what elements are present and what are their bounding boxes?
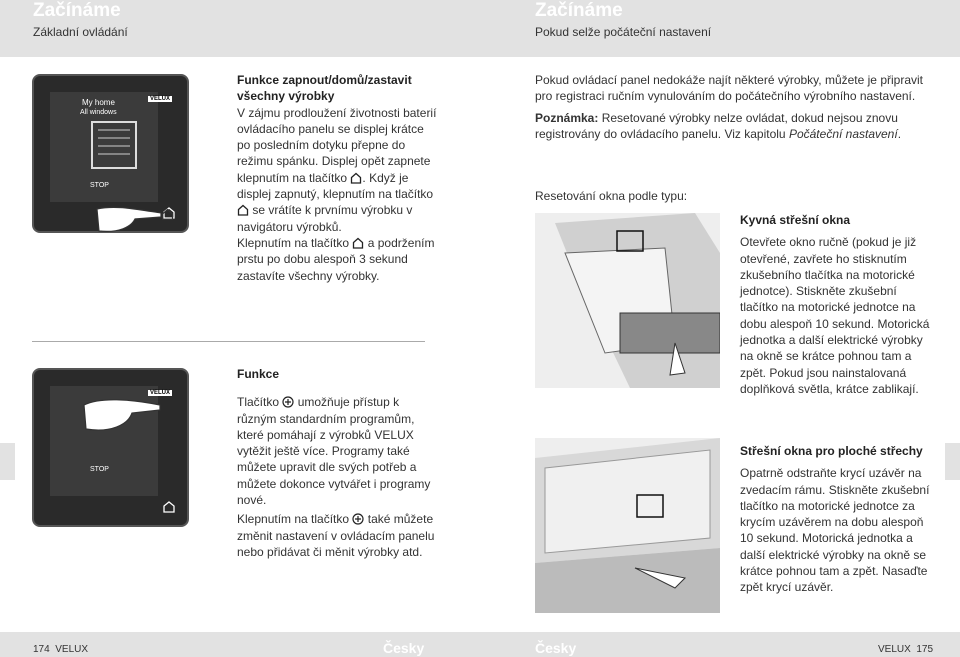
pointing-hand-illustration — [95, 203, 165, 235]
plus-circle-icon — [282, 396, 294, 408]
intro-paragraph: Pokud ovládací panel nedokáže najít některé výrobky, můžete je připravit pro registraci ručním vynulováním do počátečního výrobního nastavení. — [535, 73, 923, 104]
screen-subtitle: All windows — [80, 109, 117, 116]
left-language-label: Česky — [383, 640, 425, 656]
paragraph-3a: Klepnutím na tlačítko — [237, 235, 350, 250]
home-icon — [352, 237, 364, 249]
velux-badge: VELUX — [150, 96, 171, 102]
pivot-window-photo — [535, 213, 720, 388]
plus-circle-icon — [352, 513, 364, 525]
home-icon — [237, 204, 249, 216]
right-header-subtitle: Pokud selže počáteční nastavení — [535, 25, 712, 39]
section-divider — [32, 341, 425, 342]
flat-heading: Střešní okna pro ploché střechy — [740, 444, 923, 458]
section-power-heading: Funkce zapnout/domů/zastavit všechny výrobky — [237, 73, 412, 104]
left-page-number: 174 VELUX — [33, 644, 89, 655]
header-bar — [0, 0, 960, 57]
left-header-subtitle: Základní ovládání — [33, 25, 128, 39]
pivot-window-illustration — [535, 213, 720, 388]
home-icon — [161, 208, 174, 221]
note-paragraph: Poznámka: Resetované výrobky nelze ovládat, dokud nejsou znovu registrovány do ovládacího panelu. Viz kapitolu Počáteční nastavení. — [535, 111, 902, 142]
left-edge-tab — [0, 443, 15, 480]
panel-screen — [50, 92, 158, 202]
paragraph-1: V zájmu prodloužení životnosti baterií ovládacího panelu se displej krátce po posledním dotyku přepne do režimu spánku. Displej opět zapnete klepnutím na tlačítko — [237, 105, 437, 185]
paragraph-2a: Když je displej zapnutý, klepnutím na tlačítko — [237, 170, 434, 202]
right-header-title: Začínáme — [535, 0, 623, 21]
pivot-heading: Kyvná střešní okna — [740, 213, 851, 227]
section-functions-text: Funkce Tlačítko umožňuje přístup k různým standardním programům, které pomáhají z výrobků VELUX vytěžit ještě více. Programy také můžete upravit dle svých potřeb a můžete dokonce vytvářet i programy nové. Klepnutím na tlačítko také můžete změnit nastavení v ovládacím panelu nebo přidávat či měnit výrobky atd. — [237, 366, 437, 560]
flat-roof-window-photo — [535, 438, 720, 613]
paragraph-2b: se vrátíte k prvnímu výrobku v navigátoru výrobků. — [237, 203, 413, 234]
right-edge-tab — [945, 443, 960, 480]
pivot-text: Otevřete okno ručně (pokud je již otevřené, zavřete ho stisknutím zkušebního tlačítka na motorické jednotce). Stiskněte zkušební tlačítko na motorické jednotce na dobu alespoň 10 sekund. Motorická jednotka a další elektrické výrobky na okně se krátce pohnou tam a zpět. Pokud jsou nainstalovaná doplňková světla, krátce zablikají. — [740, 235, 930, 396]
stop-label: STOP — [90, 466, 109, 473]
section-power-text: Funkce zapnout/domů/zastavit všechny výrobky V zájmu prodloužení životnosti baterií ovládacího panelu se displej krátce po posledním dotyku přepne do režimu spánku. Displej opět zapnete klepnutím na tlačítko . Když je displej zapnutý, klepnutím na tlačítko se vrátíte k prvnímu výrobku v navigátoru výrobků. Klepnutím na tlačítko a podržením prstu po dobu alespoň 3 sekund zastavíte všechny výrobky. — [237, 73, 437, 283]
section-functions-heading: Funkce — [237, 367, 280, 381]
reset-heading: Resetování okna podle typu: — [535, 189, 688, 203]
flat-section — [740, 443, 935, 596]
paragraph-3b: a podržením prstu po dobu alespoň 3 sekund zastavíte všechny výrobky. — [237, 235, 435, 283]
window-icon — [90, 120, 138, 170]
right-language-label: Česky — [535, 640, 577, 656]
flat-roof-window-illustration — [535, 438, 720, 613]
initial-setup-link[interactable]: Počáteční nastavení — [788, 127, 898, 142]
pivot-section — [740, 212, 935, 397]
left-header-title: Začínáme — [33, 0, 121, 21]
velux-badge: VELUX — [150, 390, 171, 396]
home-icon — [350, 172, 362, 184]
flat-text: Opatrně odstraňte krycí uzávěr na zvedacím rámu. Stiskněte zkušební tlačítko na motorické jednotce za krycím uzávěrem na dobu alespoň 10 sekund. Motorická jednotka a další elektrické výrobky na okně se krátce pohnou tam a zpět. Nasaďte zpět krycí uzávěr. — [740, 466, 930, 595]
home-icon[interactable] — [162, 500, 176, 514]
pointing-hand-illustration — [80, 385, 165, 435]
right-page-number: VELUX 175 — [878, 644, 934, 655]
screen-title: My home — [82, 98, 115, 107]
stop-label: STOP — [90, 182, 109, 189]
footer-bar — [0, 632, 960, 657]
